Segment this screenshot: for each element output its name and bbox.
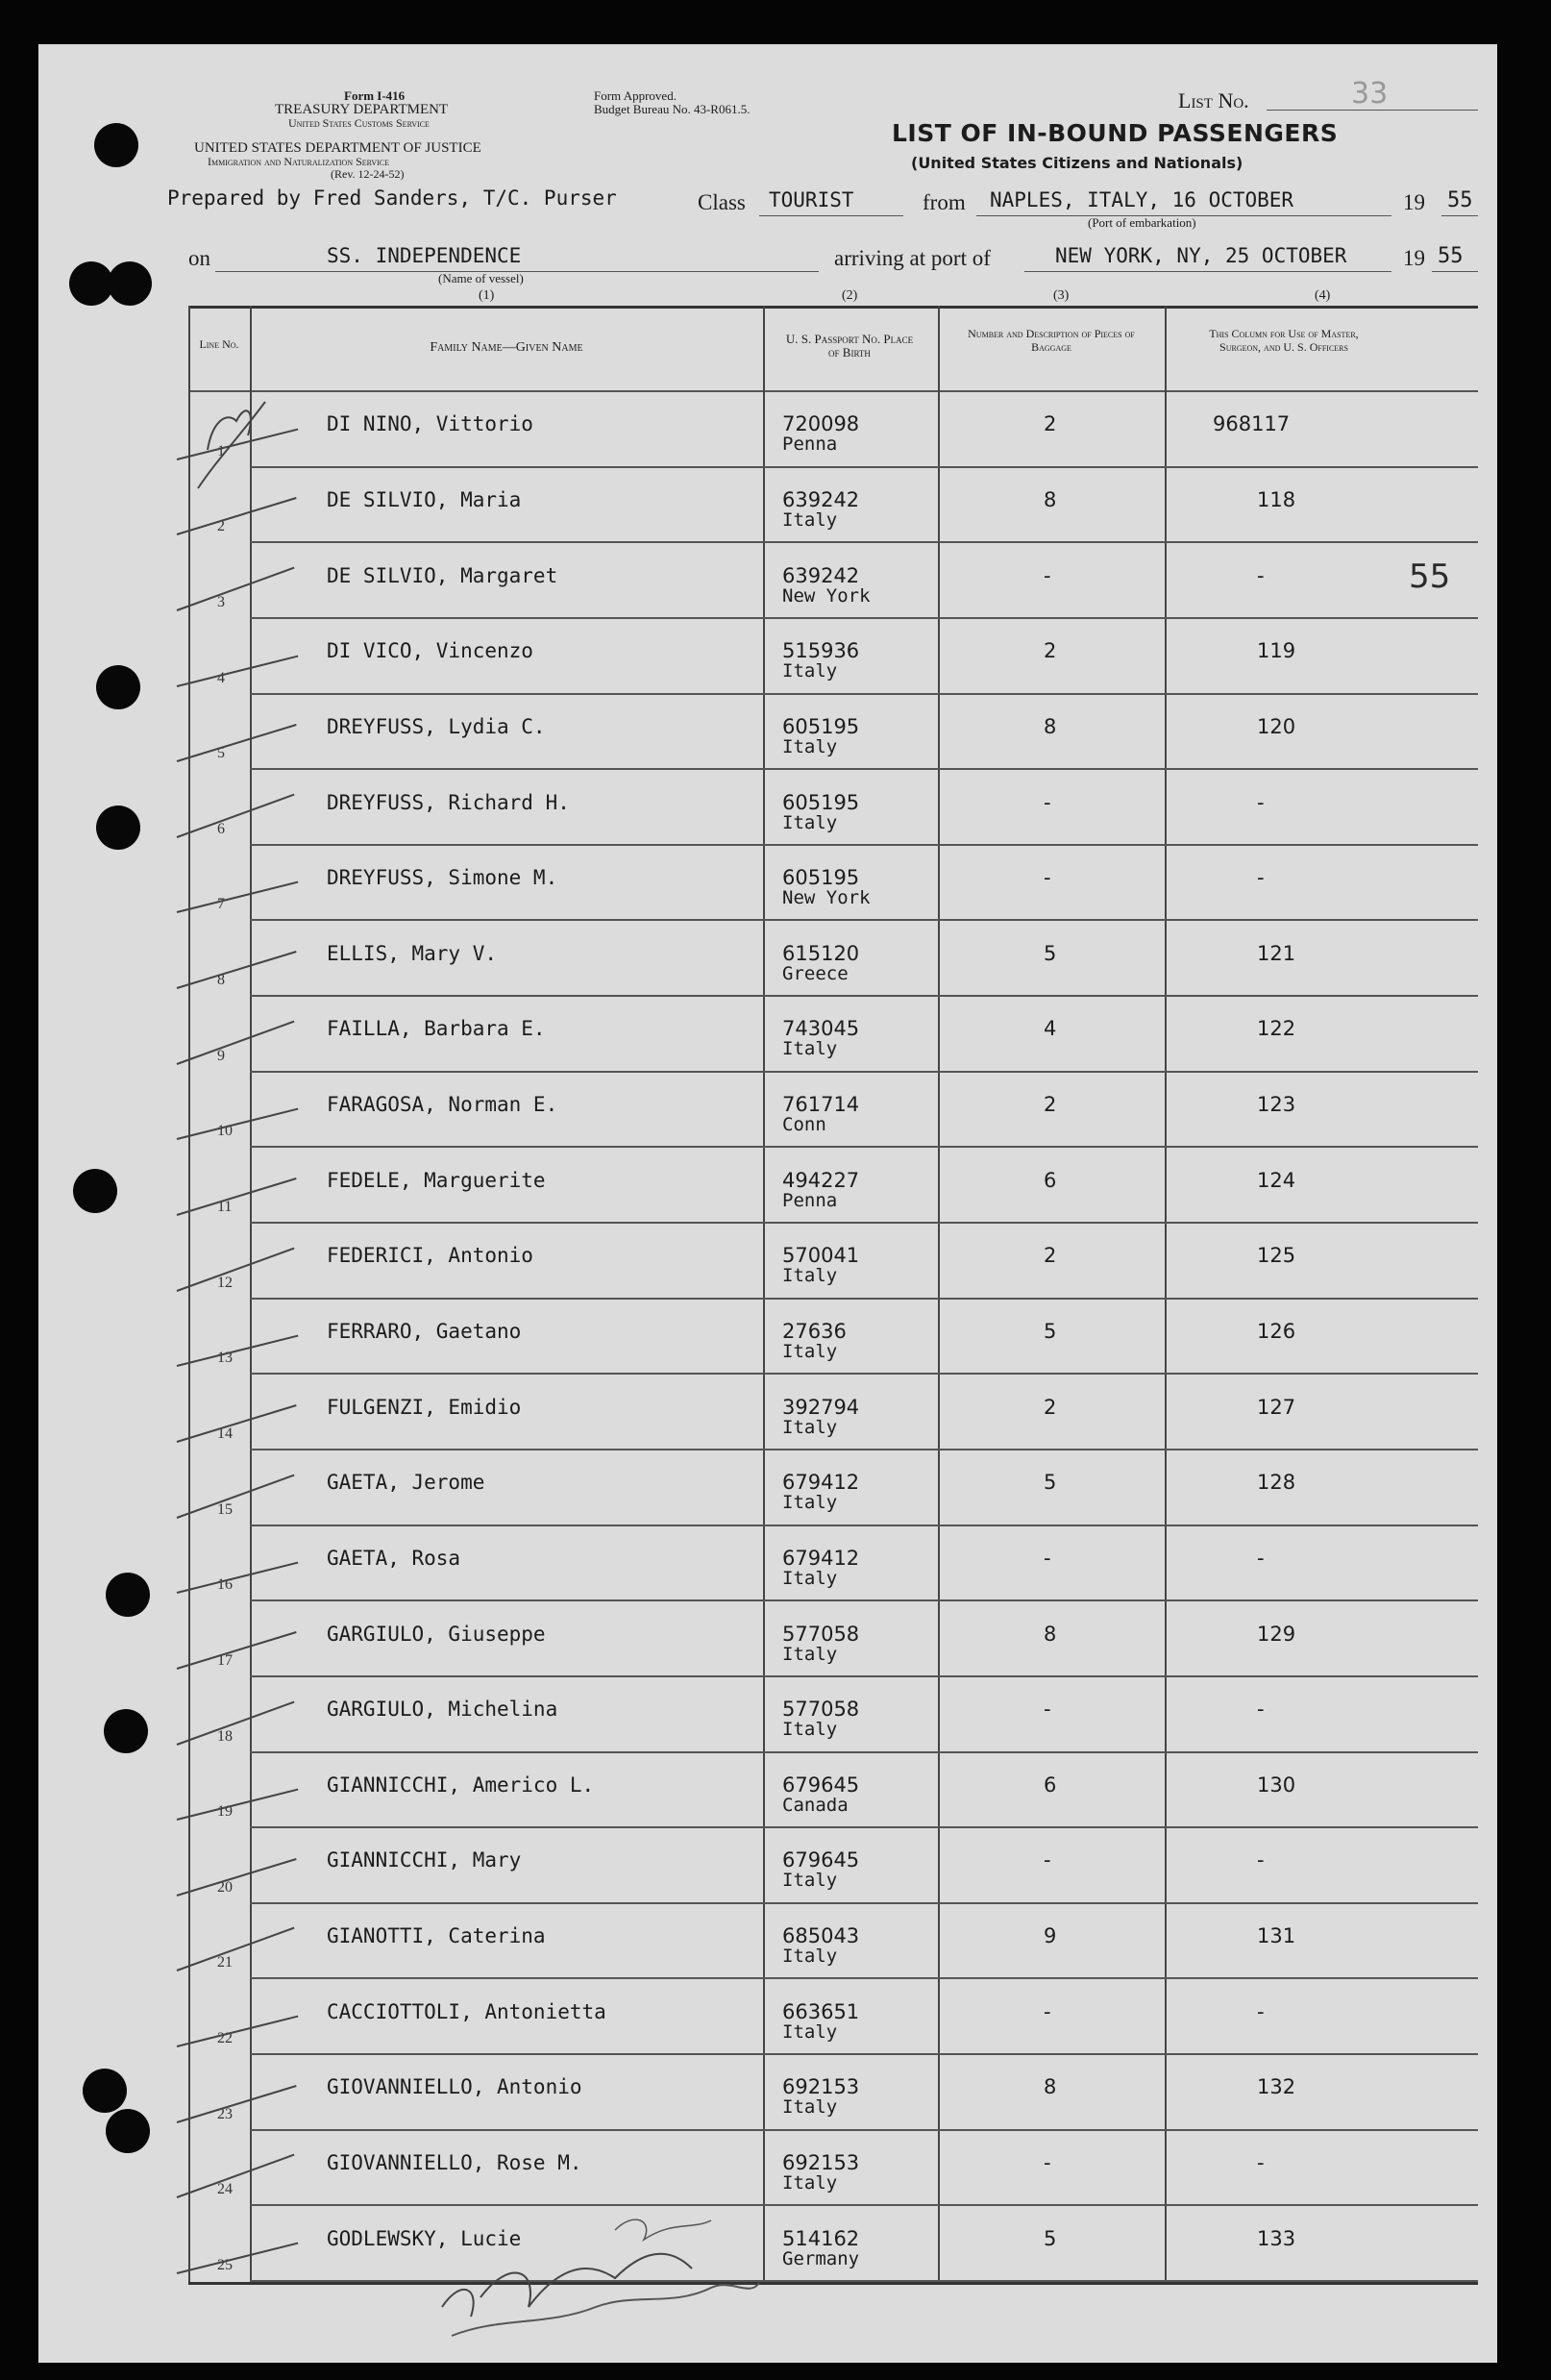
officer-number: -: [1257, 2151, 1265, 2175]
officer-number: 124: [1257, 1168, 1296, 1192]
baggage-count: -: [1044, 563, 1051, 587]
table-row: [188, 846, 1478, 922]
binder-hole: [106, 1573, 150, 1617]
from-label: from: [923, 190, 966, 214]
officer-number: 120: [1257, 714, 1296, 738]
check-mark: [177, 1631, 297, 1670]
year-value-1: 55: [1447, 188, 1473, 212]
class-label: Class: [698, 190, 746, 214]
passport-number: 515936: [782, 639, 860, 663]
passenger-name: ELLIS, Mary V.: [327, 941, 498, 965]
table-row: [188, 2206, 1478, 2282]
budget-bureau: Budget Bureau No. 43-R061.5.: [594, 102, 751, 116]
passenger-name: DREYFUSS, Lydia C.: [327, 714, 546, 738]
passenger-name: DREYFUSS, Richard H.: [327, 790, 570, 814]
col-num-3: (3): [1053, 288, 1070, 303]
passenger-name: FEDELE, Marguerite: [327, 1168, 546, 1192]
table-row: [188, 1601, 1478, 1677]
place-of-birth: Italy: [782, 1719, 838, 1741]
baggage-count: 9: [1044, 1924, 1057, 1948]
form-number: Form I-416: [344, 88, 406, 103]
line-number: 8: [217, 972, 225, 989]
place-of-birth: New York: [782, 584, 871, 607]
line-number: 4: [217, 669, 225, 686]
line-number: 18: [217, 1727, 233, 1745]
officer-number: 129: [1257, 1622, 1296, 1646]
table-row: [188, 1073, 1478, 1149]
line-number: 12: [217, 1274, 233, 1291]
officer-number: 123: [1257, 1093, 1296, 1117]
table-row: [188, 1224, 1478, 1300]
baggage-count: 5: [1044, 1471, 1057, 1495]
binder-hole: [106, 2109, 150, 2153]
check-mark: [177, 1927, 295, 1971]
place-of-birth: Italy: [782, 1340, 838, 1362]
officer-number: 133: [1257, 2226, 1296, 2250]
place-of-birth: Italy: [782, 1643, 838, 1665]
place-of-birth: Penna: [782, 1189, 838, 1211]
baggage-count: -: [1044, 2151, 1051, 2175]
table-row: [188, 1677, 1478, 1753]
baggage-count: -: [1044, 790, 1051, 814]
header-name: Family Name—Given Name: [430, 340, 583, 355]
check-mark: [177, 881, 299, 913]
from-value: NAPLES, ITALY, 16 OCTOBER: [990, 188, 1294, 211]
passport-number: 743045: [782, 1017, 860, 1041]
baggage-count: 6: [1044, 1168, 1057, 1192]
line-number: 10: [217, 1123, 233, 1140]
table-row: [188, 1300, 1478, 1376]
table-row: [188, 1375, 1478, 1450]
passenger-name: DI VICO, Vincenzo: [327, 639, 533, 663]
binder-hole: [94, 123, 138, 167]
table-row: [188, 543, 1478, 619]
page-title: LIST OF IN-BOUND PASSENGERS: [892, 119, 1339, 147]
check-mark: [177, 1404, 297, 1443]
baggage-count: -: [1044, 1546, 1051, 1570]
place-of-birth: Italy: [782, 1038, 838, 1060]
line-number: 6: [217, 820, 225, 837]
line-number: 13: [217, 1350, 233, 1367]
passenger-name: GARGIULO, Michelina: [327, 1698, 558, 1722]
officer-number: -: [1257, 866, 1265, 890]
table-top-rule: [188, 306, 1478, 309]
class-underline: [759, 215, 903, 216]
line-number: 17: [217, 1651, 233, 1669]
page-subtitle: (United States Citizens and Nationals): [911, 154, 1243, 172]
header-baggage: Number and Description of Pieces of Baggage: [968, 327, 1135, 354]
passport-number: 605195: [782, 866, 860, 890]
check-mark: [177, 2243, 299, 2274]
passport-number: 685043: [782, 1924, 860, 1948]
passport-number: 514162: [782, 2226, 860, 2250]
baggage-count: 2: [1044, 639, 1057, 663]
vessel-caption: (Name of vessel): [438, 271, 524, 285]
officer-number: 118: [1257, 487, 1296, 511]
officer-number: 132: [1257, 2075, 1296, 2099]
table-row: [188, 1828, 1478, 1904]
passport-number: 679412: [782, 1471, 860, 1495]
passenger-name: GIANNICCHI, Americo L.: [327, 1773, 595, 1797]
table-row: [188, 1526, 1478, 1602]
line-number: 1: [217, 442, 225, 459]
officer-number: 125: [1257, 1244, 1296, 1268]
passenger-name: DI NINO, Vittorio: [327, 412, 533, 436]
baggage-count: 5: [1044, 941, 1057, 965]
table-row: [188, 1904, 1478, 1980]
check-mark: [177, 1474, 295, 1518]
passport-number: 27636: [782, 1319, 847, 1343]
passport-number: 679645: [782, 1848, 860, 1872]
baggage-count: -: [1044, 866, 1051, 890]
passenger-name: CACCIOTTOLI, Antonietta: [327, 1999, 606, 2023]
table-row: [188, 921, 1478, 997]
line-number: 5: [217, 745, 225, 762]
line-number: 16: [217, 1576, 233, 1594]
officer-number: 127: [1257, 1395, 1296, 1419]
line-number: 9: [217, 1047, 225, 1064]
passport-number: 663651: [782, 1999, 860, 2023]
line-number: 14: [217, 1425, 233, 1442]
table-row: [188, 468, 1478, 544]
passport-number: 692153: [782, 2075, 860, 2099]
passenger-name: GIOVANNIELLO, Antonio: [327, 2075, 582, 2099]
passport-number: 639242: [782, 487, 860, 511]
line-number: 24: [217, 2181, 233, 2198]
officer-number: 131: [1257, 1924, 1296, 1948]
line-number: 25: [217, 2256, 233, 2273]
passport-number: 639242: [782, 563, 860, 587]
ins-service: Immigration and Naturalization Service: [208, 155, 390, 168]
col-num-2: (2): [842, 288, 858, 303]
arriving-label: arriving at port of: [834, 246, 991, 270]
check-mark: [177, 1789, 299, 1821]
port-caption: (Port of embarkation): [1088, 215, 1196, 230]
table-row: [188, 2131, 1478, 2207]
baggage-count: 4: [1044, 1017, 1057, 1041]
passenger-name: GARGIULO, Giuseppe: [327, 1622, 546, 1646]
baggage-count: 5: [1044, 2226, 1057, 2250]
table-row: [188, 1450, 1478, 1526]
check-mark: [177, 1247, 295, 1291]
line-number: 2: [217, 518, 225, 535]
table-bottom-rule: [188, 2282, 1478, 2285]
passenger-name: GAETA, Rosa: [327, 1546, 461, 1570]
check-mark: [177, 951, 297, 989]
baggage-count: 2: [1044, 1395, 1057, 1419]
check-mark: [177, 655, 299, 686]
class-value: TOURIST: [769, 188, 854, 211]
table-row: [188, 695, 1478, 771]
passport-number: 577058: [782, 1698, 860, 1722]
check-mark: [177, 497, 297, 535]
place-of-birth: Italy: [782, 2172, 838, 2194]
baggage-count: 2: [1044, 1244, 1057, 1268]
officer-number: 968117: [1213, 412, 1291, 436]
passport-number: 692153: [782, 2151, 860, 2175]
header-passport: U. S. Passport No. Place of Birth: [785, 332, 914, 359]
passenger-name: DREYFUSS, Simone M.: [327, 866, 558, 890]
line-number: 20: [217, 1878, 233, 1896]
table-row: [188, 619, 1478, 695]
passenger-name: FERRARO, Gaetano: [327, 1319, 522, 1343]
year-underline-2: [1432, 271, 1478, 272]
header-officers: This Column for Use of Master, Surgeon, and U. S. Officers: [1209, 327, 1359, 354]
check-mark: [177, 1020, 295, 1064]
justice-dept: UNITED STATES DEPARTMENT OF JUSTICE: [194, 140, 481, 156]
place-of-birth: Italy: [782, 1265, 838, 1287]
check-mark: [177, 1335, 299, 1367]
table-row: [188, 997, 1478, 1073]
passenger-name: DE SILVIO, Maria: [327, 487, 522, 511]
officer-number: -: [1257, 790, 1265, 814]
baggage-count: -: [1044, 1999, 1051, 2023]
list-no-label: List No.: [1178, 88, 1249, 112]
check-mark: [177, 1700, 295, 1745]
line-number: 7: [217, 896, 225, 913]
check-mark: [177, 2154, 295, 2198]
officer-number: 130: [1257, 1773, 1296, 1797]
binder-hole: [83, 2069, 127, 2113]
place-of-birth: Italy: [782, 1870, 838, 1892]
header-line-no: Line No.: [199, 337, 239, 351]
handwritten-signature: [423, 2201, 769, 2345]
line-number: 23: [217, 2105, 233, 2122]
baggage-count: 8: [1044, 487, 1057, 511]
place-of-birth: Italy: [782, 1492, 838, 1514]
binder-hole: [104, 1709, 148, 1753]
passenger-table: [188, 306, 1478, 2284]
vessel-name: SS. INDEPENDENCE: [327, 244, 522, 267]
on-label: on: [188, 246, 210, 270]
list-no-value: 33: [1351, 77, 1389, 111]
year-underline-1: [1441, 215, 1478, 216]
table-row: [188, 1753, 1478, 1829]
passenger-name: GODLEWSKY, Lucie: [327, 2226, 522, 2250]
passenger-rows: [188, 392, 1478, 2282]
baggage-count: 8: [1044, 2075, 1057, 2099]
place-of-birth: Italy: [782, 1416, 838, 1438]
officer-number: -: [1257, 563, 1265, 587]
officer-number: -: [1257, 1698, 1265, 1722]
line-number: 19: [217, 1803, 233, 1821]
check-mark: [177, 724, 297, 762]
place-of-birth: Germany: [782, 2247, 860, 2269]
passenger-name: FAILLA, Barbara E.: [327, 1017, 546, 1041]
baggage-count: 6: [1044, 1773, 1057, 1797]
officer-number: -: [1257, 1546, 1265, 1570]
arrival-underline: [1024, 271, 1391, 272]
baggage-count: -: [1044, 1698, 1051, 1722]
passport-number: 761714: [782, 1093, 860, 1117]
line-number: 15: [217, 1500, 233, 1518]
table-row: [188, 770, 1478, 846]
place-of-birth: Penna: [782, 434, 838, 456]
line-number: 22: [217, 2030, 233, 2047]
line-number: 3: [217, 593, 225, 610]
check-mark: [177, 1562, 299, 1594]
passenger-name: GIOVANNIELLO, Rose M.: [327, 2151, 582, 2175]
place-of-birth: Italy: [782, 2096, 838, 2119]
form-approved: Form Approved.: [594, 88, 677, 103]
passport-number: 720098: [782, 412, 860, 436]
check-mark: [177, 1108, 299, 1140]
passport-number: 577058: [782, 1622, 860, 1646]
baggage-count: 2: [1044, 412, 1057, 436]
place-of-birth: Italy: [782, 1946, 838, 1968]
handwritten-check: [188, 392, 275, 498]
baggage-count: 8: [1044, 1622, 1057, 1646]
passport-number: 615120: [782, 941, 860, 965]
place-of-birth: Conn: [782, 1114, 826, 1136]
place-of-birth: New York: [782, 887, 871, 909]
check-mark: [177, 2016, 299, 2047]
check-mark: [177, 793, 295, 837]
place-of-birth: Italy: [782, 735, 838, 757]
place-of-birth: Italy: [782, 1567, 838, 1589]
place-of-birth: Italy: [782, 811, 838, 833]
table-row: [188, 1979, 1478, 2055]
prepared-by: Prepared by Fred Sanders, T/C. Purser: [167, 186, 617, 210]
officer-number: 126: [1257, 1319, 1296, 1343]
baggage-count: 8: [1044, 714, 1057, 738]
check-mark: [177, 1178, 297, 1216]
officer-number: -: [1257, 1848, 1265, 1872]
officer-number: -: [1257, 1999, 1265, 2023]
table-row: [188, 2055, 1478, 2131]
check-mark: [177, 1858, 297, 1897]
passenger-name: FULGENZI, Emidio: [327, 1395, 522, 1419]
year-label-1: 19: [1403, 190, 1425, 214]
year-value-2: 55: [1438, 244, 1464, 268]
baggage-count: -: [1044, 1848, 1051, 1872]
treasury-dept: TREASURY DEPARTMENT: [275, 102, 449, 117]
passenger-name: FEDERICI, Antonio: [327, 1244, 533, 1268]
binder-hole: [108, 261, 152, 306]
passport-number: 494227: [782, 1168, 860, 1192]
passenger-name: GIANOTTI, Caterina: [327, 1924, 546, 1948]
arrival-port: NEW YORK, NY, 25 OCTOBER: [1055, 244, 1347, 267]
passport-number: 679412: [782, 1546, 860, 1570]
margin-note: 55: [1409, 558, 1451, 596]
officer-number: 121: [1257, 941, 1296, 965]
passenger-name: GAETA, Jerome: [327, 1471, 485, 1495]
officer-number: 119: [1257, 639, 1296, 663]
binder-hole: [96, 806, 140, 850]
passport-number: 679645: [782, 1773, 860, 1797]
binder-hole: [96, 665, 140, 709]
year-label-2: 19: [1403, 246, 1425, 270]
table-row: [188, 1148, 1478, 1224]
line-number: 21: [217, 1954, 233, 1971]
table-row: [188, 392, 1478, 468]
check-mark: [177, 566, 295, 610]
check-mark: [177, 2085, 297, 2123]
place-of-birth: Italy: [782, 508, 838, 531]
binder-hole: [73, 1169, 117, 1213]
baggage-count: 5: [1044, 1319, 1057, 1343]
passenger-name: FARAGOSA, Norman E.: [327, 1093, 558, 1117]
col-num-1: (1): [479, 288, 495, 303]
col-num-4: (4): [1315, 288, 1331, 303]
officer-number: 128: [1257, 1471, 1296, 1495]
passport-number: 392794: [782, 1395, 860, 1419]
place-of-birth: Canada: [782, 1794, 849, 1816]
revision-date: (Rev. 12-24-52): [331, 167, 405, 181]
place-of-birth: Italy: [782, 2021, 838, 2043]
passport-number: 605195: [782, 714, 860, 738]
passport-number: 570041: [782, 1244, 860, 1268]
place-of-birth: Italy: [782, 660, 838, 682]
passenger-name: GIANNICCHI, Mary: [327, 1848, 522, 1872]
place-of-birth: Greece: [782, 962, 849, 984]
line-number: 11: [217, 1199, 233, 1216]
passport-number: 605195: [782, 790, 860, 814]
officer-number: 122: [1257, 1017, 1296, 1041]
baggage-count: 2: [1044, 1093, 1057, 1117]
customs-service: United States Customs Service: [288, 116, 430, 130]
passenger-name: DE SILVIO, Margaret: [327, 563, 558, 587]
